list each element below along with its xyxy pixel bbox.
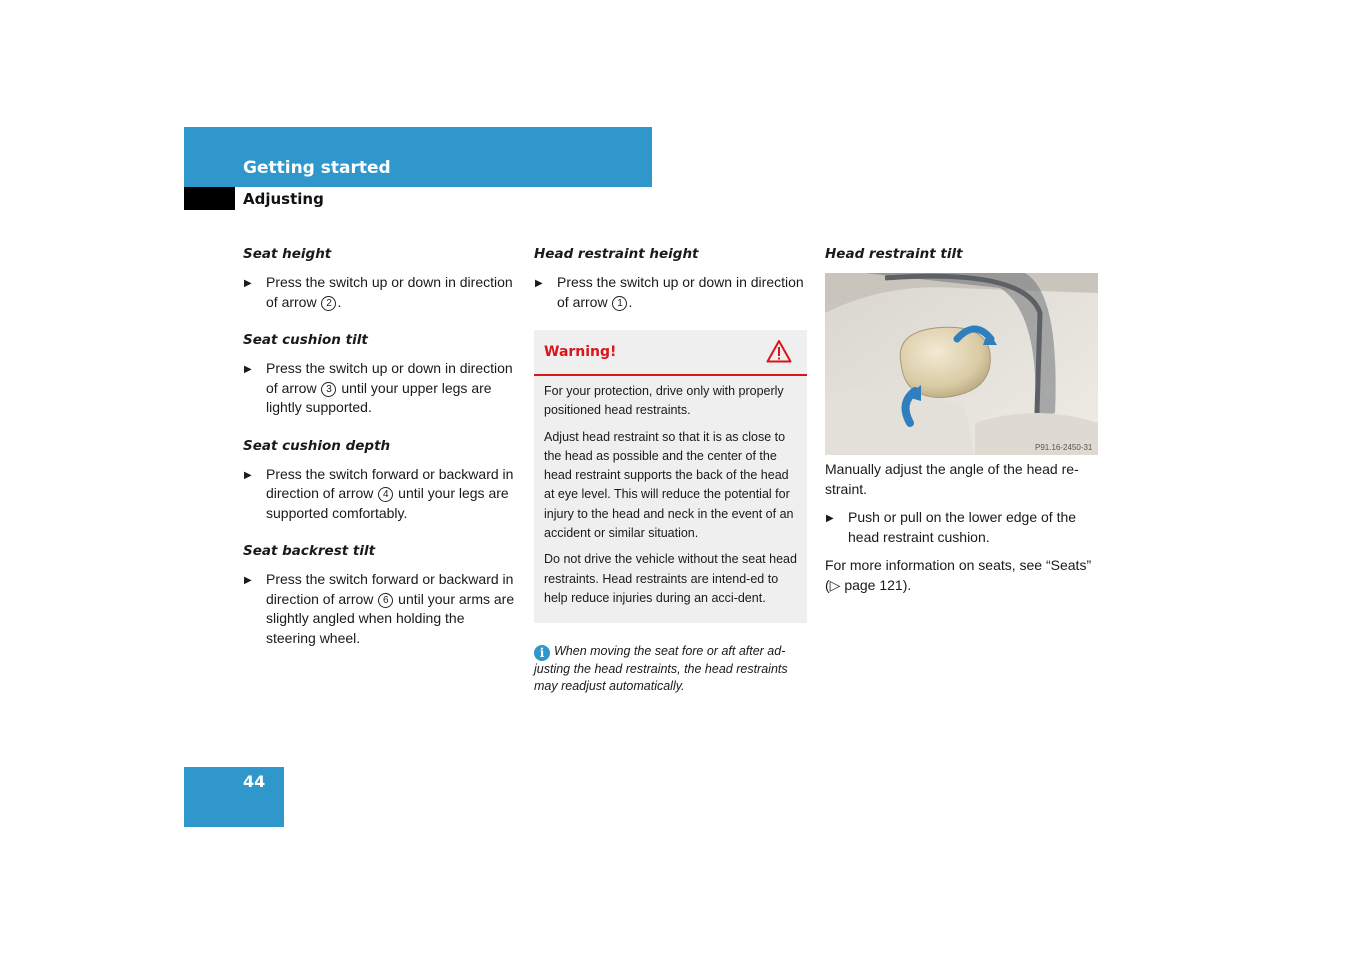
column-head-restraint-tilt — [825, 244, 1098, 604]
step-text: Press the switch forward or backward in direction of arrow — [266, 571, 514, 607]
step-arrow-icon: ▶ — [244, 278, 252, 289]
intro-text: Manually adjust the angle of the head re-straint. — [825, 461, 1079, 497]
warning-paragraph: For your protection, drive only with properly positioned head restraints. — [544, 384, 784, 418]
page-number: 44 — [243, 772, 266, 791]
figure-code: P91.16-2450-31 — [1035, 443, 1093, 452]
step-arrow-icon: ▶ — [826, 513, 834, 524]
arrow-number: 3 — [321, 382, 336, 397]
step-text: Press the switch up or down in direction of arrow — [266, 360, 513, 396]
step-text-end: . — [337, 293, 342, 310]
block-seat-cushion-depth — [243, 436, 518, 524]
step-arrow-icon: ▶ — [244, 469, 252, 481]
instruction-step — [825, 508, 1098, 547]
warning-paragraph: Do not drive the vehicle without the seat head restraints. Head restraints are intend-ed to help reduce injuries during an acci-dent. — [544, 552, 797, 605]
column-head-restraint-height — [534, 244, 807, 695]
block-seat-cushion-tilt — [243, 330, 518, 418]
subsection-title: Adjusting — [243, 190, 324, 208]
step-text-end: . — [628, 293, 633, 310]
heading: Seat height — [243, 246, 332, 262]
step-text: Press the switch up or down in direction of arrow — [557, 274, 804, 310]
header-band — [184, 127, 652, 187]
head-restraint-illustration — [825, 273, 1098, 455]
info-icon: i — [534, 645, 550, 661]
heading: Seat cushion depth — [243, 437, 391, 454]
step-text-end: until your legs are supported comfortably. — [266, 485, 509, 521]
step-text: Push or pull on the lower edge of the head restraint cushion. — [848, 509, 1077, 545]
step-text: Press the switch forward or backward in direction of arrow — [266, 465, 514, 501]
step-text: Press the switch up or down in direction of arrow — [266, 274, 513, 310]
info-note — [534, 643, 807, 695]
step-text-end: until your upper legs are lightly supported. — [266, 379, 492, 415]
step-text-end: until your arms are slightly angled when holding the steering wheel. — [266, 590, 515, 646]
warning-header — [534, 330, 807, 376]
step-arrow-icon: ▶ — [244, 575, 252, 586]
heading: Head restraint height — [534, 246, 699, 262]
instruction-step — [243, 465, 518, 524]
section-marker — [184, 187, 235, 210]
step-arrow-icon: ▶ — [535, 278, 543, 289]
heading: Head restraint tilt — [825, 246, 963, 262]
warning-triangle-icon — [766, 339, 792, 363]
column-seat-adjustments — [243, 244, 518, 666]
warning-box — [534, 330, 807, 623]
heading: Seat cushion tilt — [243, 332, 368, 348]
section-title: Getting started — [243, 158, 391, 178]
warning-body — [534, 376, 807, 623]
arrow-number: 1 — [612, 296, 627, 311]
block-seat-height — [243, 244, 518, 312]
instruction-step — [243, 570, 518, 648]
instruction-step — [243, 359, 518, 418]
page-number-box — [184, 767, 284, 827]
arrow-number: 2 — [321, 296, 336, 311]
arrow-number: 4 — [378, 487, 393, 502]
warning-title: Warning! — [544, 344, 617, 360]
step-arrow-icon: ▶ — [244, 364, 252, 375]
info-note-text: When moving the seat fore or aft after ad-justing the head restraints, the head restraints may readjust automatically. — [534, 644, 788, 694]
instruction-step — [243, 273, 518, 312]
arrow-number: 6 — [378, 593, 393, 608]
block-seat-backrest-tilt — [243, 541, 518, 648]
more-info-text: For more information on seats, see “Seats” (▷ page 121). — [825, 557, 1092, 593]
instruction-step — [534, 273, 807, 312]
heading: Seat backrest tilt — [243, 543, 376, 559]
warning-paragraph: Adjust head restraint so that it is as close to the head as possible and the center of the head restraint supports the back of the head at eye level. This will reduce the potential for injury to the head and neck in the event of an accident or similar situation. — [544, 429, 794, 541]
